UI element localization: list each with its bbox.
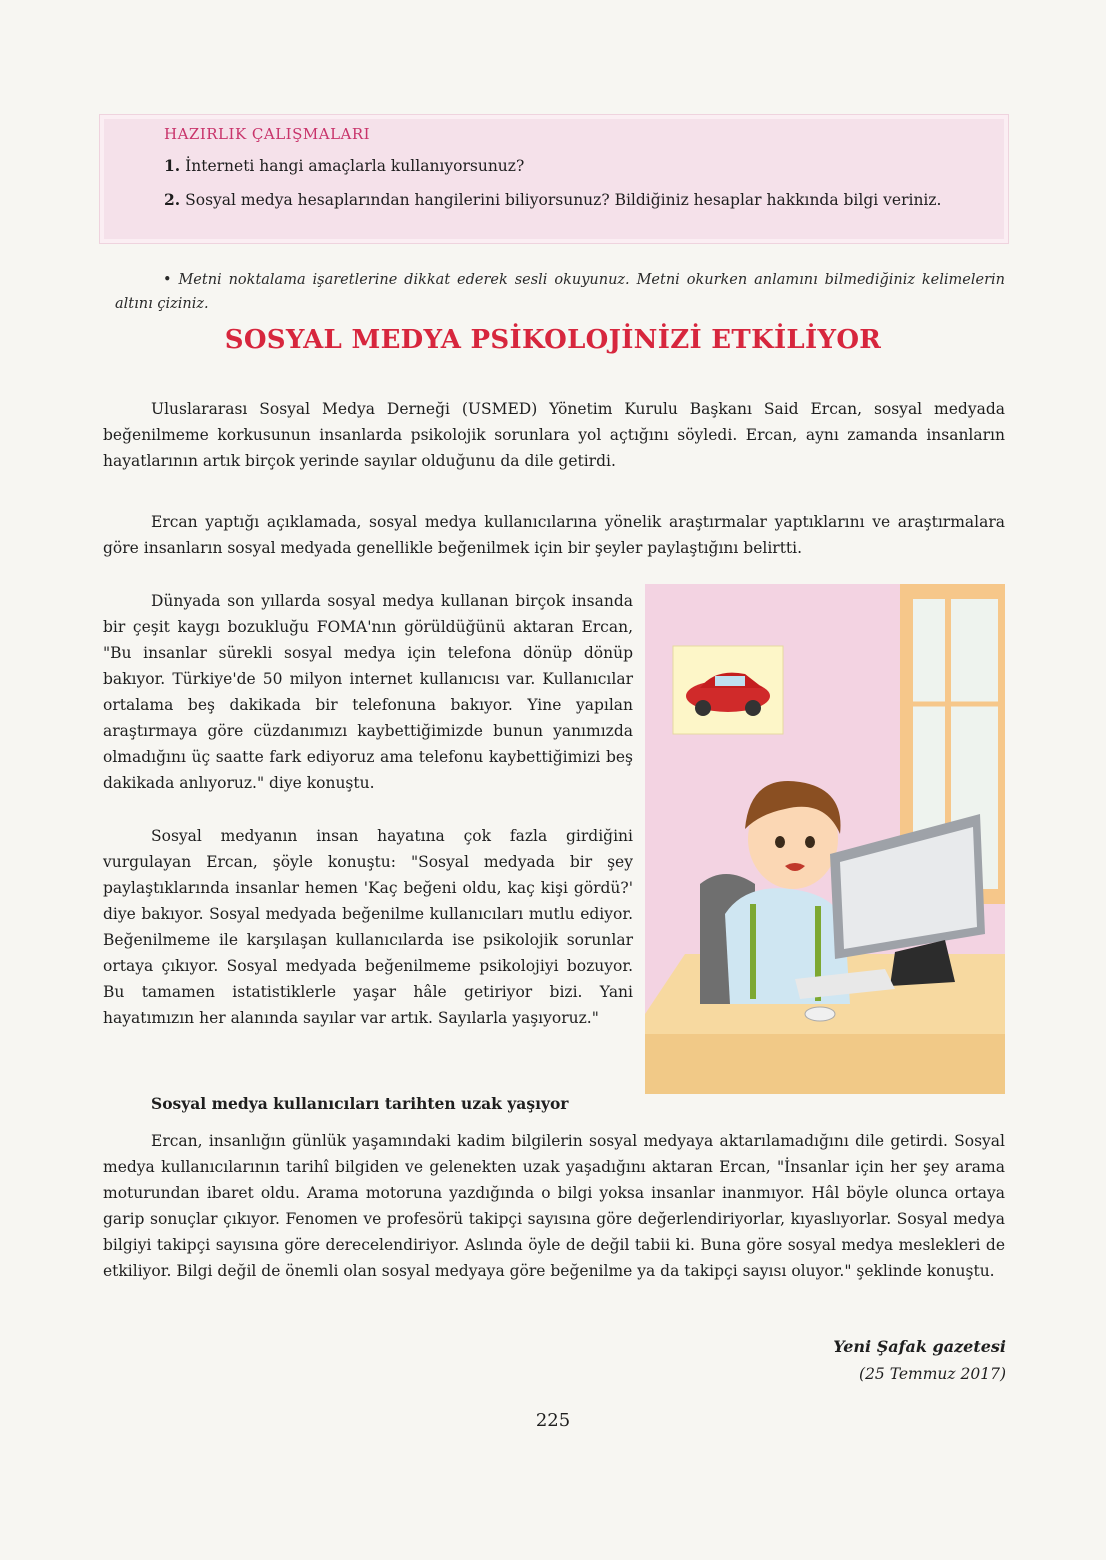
question-1 [164, 153, 524, 179]
mouse [805, 1007, 835, 1021]
question-2 [112, 187, 1002, 213]
article-paragraph-1: Uluslararası Sosyal Medya Derneği (USMED) Yönetim Kurulu Başkanı Said Ercan, sosyal medyada beğenilmeme korkusunun insanlarda psikolojik sorunlara yol açtığını söyledi. Ercan, aynı zamanda insanların hayatlarının artık birçok yerinde sayılar olduğunu da dile getirdi. [103, 400, 1005, 470]
question-2-number: 2. [164, 190, 181, 209]
preparation-title: HAZIRLIK ÇALIŞMALARI [164, 125, 371, 143]
preparation-box [100, 115, 1008, 243]
article-paragraph-4: Sosyal medyanın insan hayatına çok fazla girdiğini vurgulayan Ercan, şöyle konuştu: "Sosyal medyada bir şey paylaştıklarında insanlar hemen 'Kaç beğeni oldu, kaç kişi gördü?' diye bakıyor. Sosyal medyada beğenilme kullanıcıları mutlu ediyor. Beğenilmeme ile karşılaşan kullanıcılarda ise psikolojik sorunlar ortaya çıkıyor. Sosyal medyada beğenilmeme psikolojiyi bozuyor. Bu tamamen istatistiklerle yaşar hâle getiriyor bizi. Yani hayatımızın her alanında sayılar var artık. Sayılarla yaşıyoruz." [103, 827, 633, 1027]
article-paragraph-2: Ercan yaptığı açıklamada, sosyal medya kullanıcılarına yönelik araştırmalar yaptıklarını ve araştırmalara göre insanların sosyal medyada genellikle beğenilmek için bir şeyler paylaştığını belirtti. [103, 513, 1005, 557]
question-1-number: 1. [164, 156, 181, 175]
boy-at-computer-illustration [645, 584, 1005, 1094]
page-number: 225 [535, 1410, 571, 1431]
article-paragraph-5: Ercan, insanlığın günlük yaşamındaki kadim bilgilerin sosyal medyaya aktarılamadığını dile getirdi. Sosyal medya kullanıcılarının tarihî bilgiden ve gelenekten uzak yaşadığını aktaran Ercan, "İnsanlar için her şey arama moturundan ibaret oldu. Arama motoruna yazdığında o bilgi yoksa insanlar inanmıyor. Hâl böyle olunca ortaya garip sonuçlar çıkıyor. Fenomen ve profesörü takipçi sayısına göre değerlendiriyorlar, kıyaslıyorlar. Sosyal medya bilgiyi takipçi sayısına göre derecelendiriyor. Aslında öyle de değil tabii ki. Buna göre sosyal medya meslekleri de etkiliyor. Bilgi değil de önemli olan sosyal medyaya göre beğenilme ya da takipçi sayısı oluyor." şeklinde konuştu. [103, 1132, 1005, 1280]
source-date: (25 Temmuz 2017) [859, 1365, 1006, 1383]
source-newspaper: Yeni Şafak gazetesi [833, 1337, 1006, 1356]
reading-instruction: • Metni noktalama işaretlerine dikkat ederek sesli okuyunuz. Metni okurken anlamını bilmediğiniz kelimelerin altını çiziniz. [115, 272, 1005, 312]
article-subheading: Sosyal medya kullanıcıları tarihten uzak yaşıyor [151, 1094, 569, 1113]
question-2-text: Sosyal medya hesaplarından hangilerini biliyorsunuz? Bildiğiniz hesaplar hakkında bilgi veriniz. [185, 191, 942, 209]
article-paragraph-3: Dünyada son yıllarda sosyal medya kullanan birçok insanda bir çeşit kaygı bozukluğu FOMA'nın görüldüğünü aktaran Ercan, "Bu insanlar sürekli sosyal medya için telefona dönüp dönüp bakıyor. Türkiye'de 50 milyon internet kullanıcısı var. Kullanıcılar ortalama beş dakikada bir telefonuna bakıyor. Yine yapılan araştırmaya göre cüzdanımızı kaybettiğimizde bunun yanımızda olmadığını üç saatte fark ediyoruz ama telefonu kaybettiğimizi beş dakikada anlıyoruz." diye konuştu. [103, 592, 633, 792]
article-title: SOSYAL MEDYA PSİKOLOJİNİZİ ETKİLİYOR [224, 325, 882, 355]
question-1-text: İnterneti hangi amaçlarla kullanıyorsunuz? [185, 157, 525, 175]
